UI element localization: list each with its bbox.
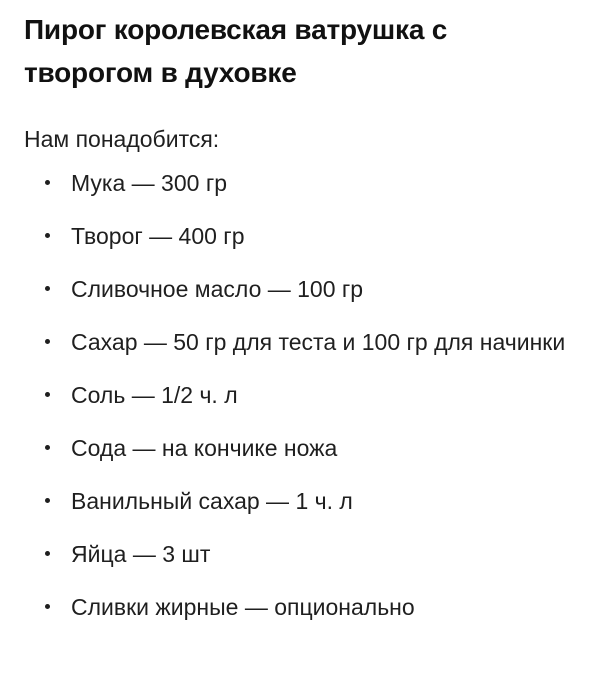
ingredients-intro: Нам понадобится: xyxy=(24,126,220,152)
bullet-icon xyxy=(45,180,50,185)
ingredient-list xyxy=(24,162,576,628)
ingredient-item xyxy=(24,586,576,628)
ingredient-item xyxy=(24,268,576,310)
ingredient-text: Творог — 400 гр xyxy=(71,223,245,249)
ingredient-item xyxy=(24,427,576,469)
ingredient-text: Сливочное масло — 100 гр xyxy=(71,276,364,302)
ingredient-text: Соль — 1/2 ч. л xyxy=(71,382,238,408)
ingredient-item xyxy=(24,321,576,363)
recipe-title: Пирог королевская ватрушка с творогом в духовке xyxy=(24,14,448,88)
bullet-icon xyxy=(45,498,50,503)
ingredient-text: Яйца — 3 шт xyxy=(71,541,211,567)
ingredient-item xyxy=(24,374,576,416)
bullet-icon xyxy=(45,445,50,450)
ingredient-item xyxy=(24,533,576,575)
bullet-icon xyxy=(45,233,50,238)
ingredient-item xyxy=(24,215,576,257)
ingredient-text: Сахар — 50 гр для теста и 100 гр для начинки xyxy=(71,329,566,355)
bullet-icon xyxy=(45,286,50,291)
bullet-icon xyxy=(45,339,50,344)
ingredient-text: Сода — на кончике ножа xyxy=(71,435,338,461)
bullet-icon xyxy=(45,604,50,609)
ingredient-text: Сливки жирные — опционально xyxy=(71,594,415,620)
bullet-icon xyxy=(45,551,50,556)
bullet-icon xyxy=(45,392,50,397)
ingredient-text: Ванильный сахар — 1 ч. л xyxy=(71,488,353,514)
ingredient-item xyxy=(24,162,576,204)
ingredient-item xyxy=(24,480,576,522)
ingredient-text: Мука — 300 гр xyxy=(71,170,228,196)
